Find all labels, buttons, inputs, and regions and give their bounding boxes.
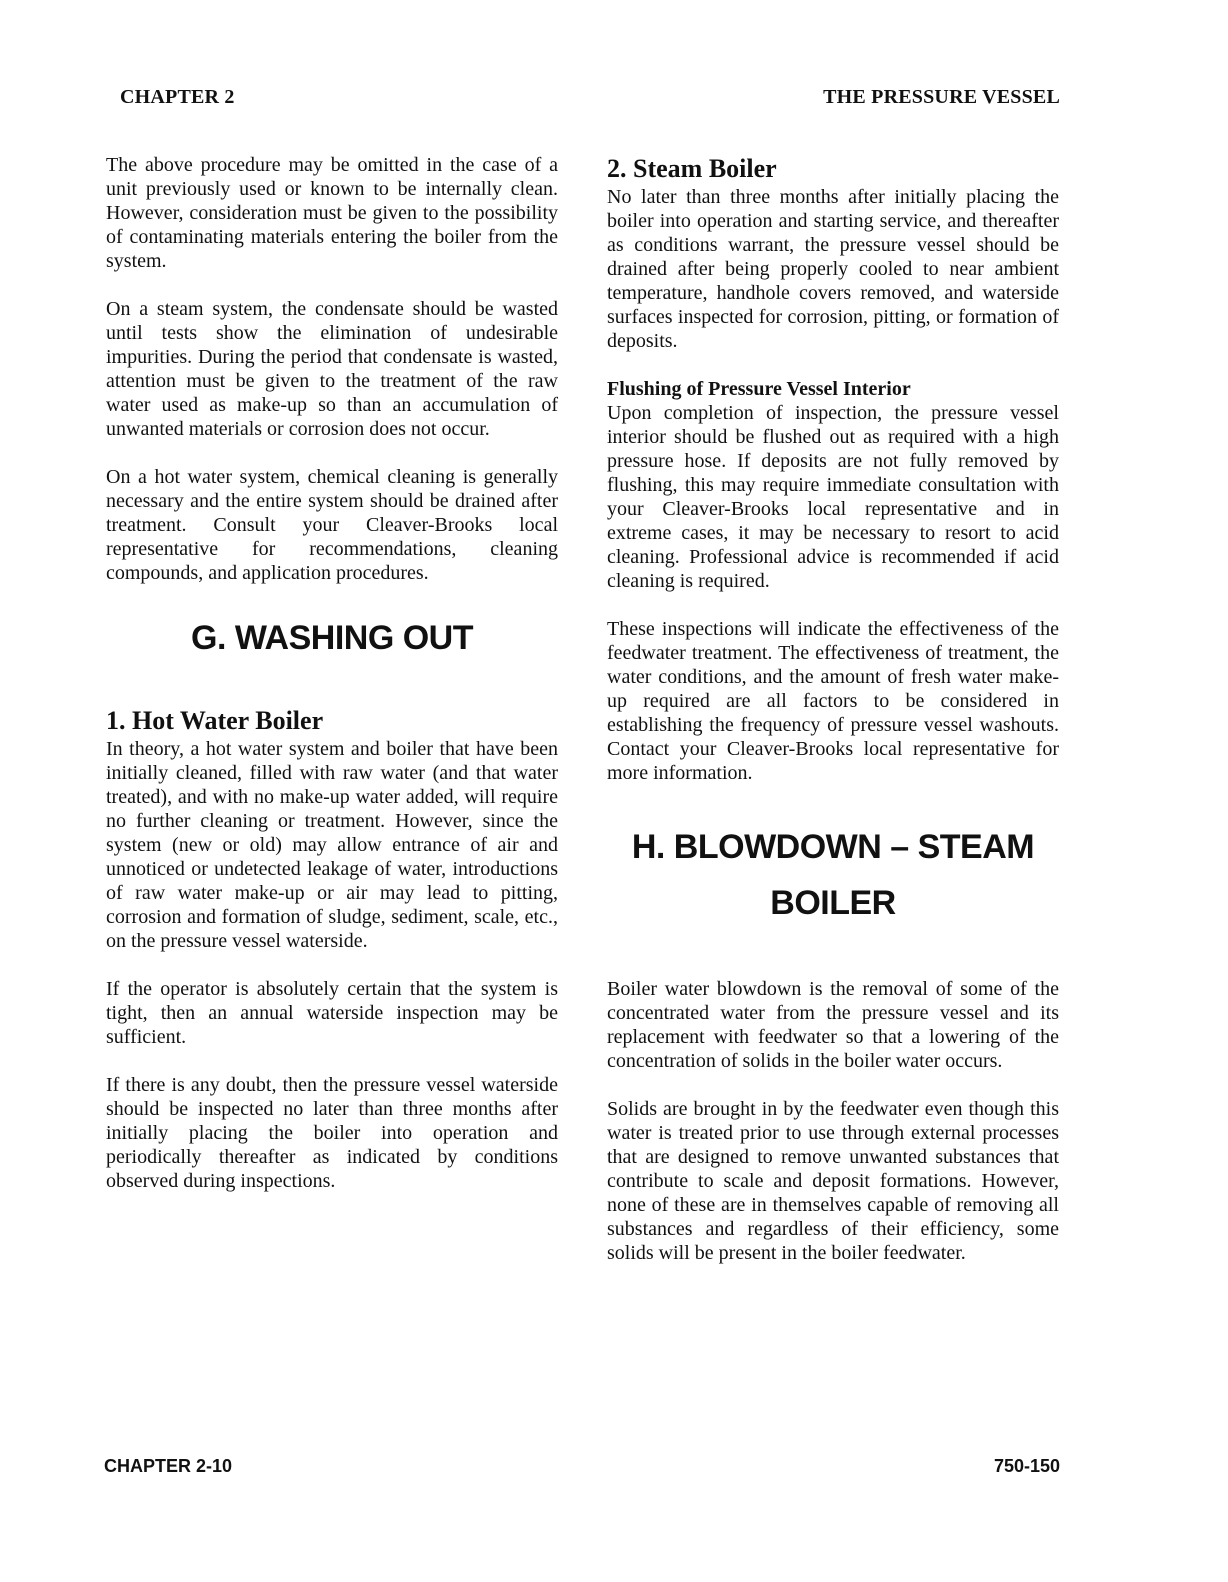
paragraph: Boiler water blowdown is the removal of some of the concentrated water from the pressure vessel and its replacement with feedwater so that a lowering of the concentration of solids in the boiler water occurs. <box>607 978 1059 1072</box>
paragraph: In theory, a hot water system and boiler that have been initially cleaned, filled with raw water (and that water treated), and with no make-up water added, will require no further cleaning or treatment. However, since the system (new or old) may allow entrance of air and unnoticed or undetected leakage of water, introductions of raw water make-up or air may lead to pitting, corrosion and formation of sludge, sediment, scale, etc., on the pressure vessel waterside. <box>106 738 558 952</box>
subheading-hot-water-boiler: 1. Hot Water Boiler <box>106 706 324 735</box>
footer-document-number: 750-150 <box>993 1456 1060 1476</box>
paragraph: No later than three months after initially placing the boiler into operation and starting service, and thereafter as conditions warrant, the pressure vessel should be drained after being properly cooled to near ambient temperature, handhole covers removed, and waterside surfaces inspected for corrosion, pitting, or formation of deposits. <box>607 186 1059 352</box>
paragraph: Solids are brought in by the feedwater even though this water is treated prior to use through external processes that are designed to remove unwanted substances that contribute to scale and deposit formations. However, none of these are in themselves capable of removing all substances and regardless of their efficiency, some solids will be present in the boiler feedwater. <box>607 1098 1059 1264</box>
paragraph: If there is any doubt, then the pressure vessel waterside should be inspected no later than three months after initially placing the boiler into operation and periodically thereafter as indicated by conditions observed during inspections. <box>106 1074 558 1192</box>
subheading-flushing: Flushing of Pressure Vessel Interior <box>607 378 911 400</box>
right-column <box>607 153 1059 1265</box>
subheading-steam-boiler: 2. Steam Boiler <box>607 154 777 183</box>
paragraph: These inspections will indicate the effectiveness of the feedwater treatment. The effectiveness of treatment, the water conditions, and the amount of fresh water make-up required are all factors to be considered in establishing the frequency of pressure vessel washouts. Contact your Cleaver-Brooks local representative for more information. <box>607 618 1059 784</box>
running-head-chapter: CHAPTER 2 <box>120 86 235 108</box>
paragraph: Upon completion of inspection, the pressure vessel interior should be flushed out as required with a high pressure hose. If deposits are not fully removed by flushing, this may require immediate consultation with your Cleaver-Brooks local representative and in extreme cases, it may be necessary to resort to acid cleaning. Professional advice is recommended if acid cleaning is required. <box>607 402 1059 592</box>
paragraph: On a hot water system, chemical cleaning is generally necessary and the entire system should be drained after treatment. Consult your Cleaver-Brooks local representative for recommendations, cleaning compounds, and application procedures. <box>106 466 558 584</box>
running-head-title: THE PRESSURE VESSEL <box>823 86 1060 108</box>
section-heading-washing-out: G. WASHING OUT <box>191 619 473 657</box>
section-heading-blowdown: H. BLOWDOWN – STEAM BOILER <box>631 828 1035 922</box>
paragraph: The above procedure may be omitted in the case of a unit previously used or known to be internally clean. However, consideration must be given to the possibility of contaminating materials entering the boiler from the system. <box>106 154 558 272</box>
footer-page-number: CHAPTER 2-10 <box>104 1456 233 1476</box>
paragraph: If the operator is absolutely certain that the system is tight, then an annual waterside inspection may be sufficient. <box>106 978 558 1048</box>
left-column <box>106 153 558 1193</box>
paragraph: On a steam system, the condensate should be wasted until tests show the elimination of undesirable impurities. During the period that condensate is wasted, attention must be given to the treatment of the raw water used as make-up so than an accumulation of unwanted materials or corrosion does not occur. <box>106 298 558 440</box>
